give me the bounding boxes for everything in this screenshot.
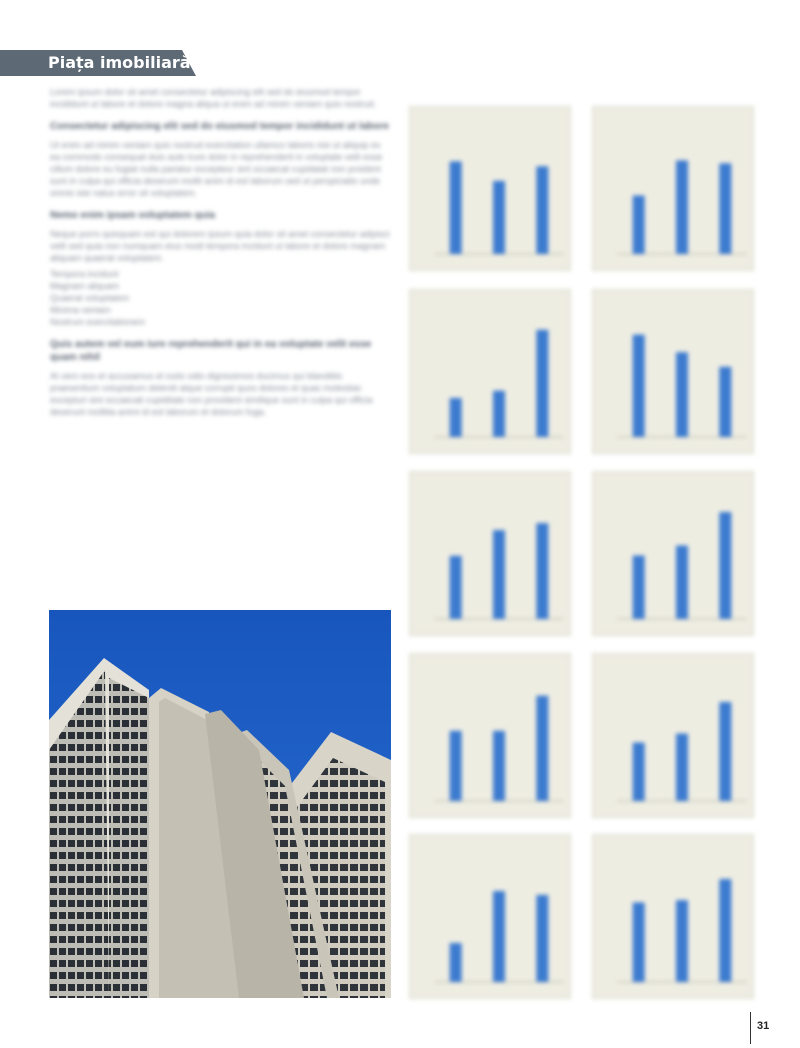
bar-chart-8 (592, 653, 754, 818)
chart-bar (719, 367, 731, 437)
article-heading-2: Nemo enim ipsam voluptatem quia (50, 210, 216, 221)
chart-bar (676, 545, 688, 619)
list-item (50, 304, 390, 316)
chart-bar (450, 731, 462, 801)
bar-chart-1 (409, 106, 571, 271)
bar-chart-7 (409, 653, 571, 818)
list-item-label: Magnam aliquam (50, 281, 120, 291)
list-item-label: Nostrum exercitationem (50, 317, 146, 327)
chart-bar (450, 398, 462, 437)
article-heading-1: Consectetur adipiscing elit sed do eiusmod tempor incididunt ut labore (50, 121, 389, 132)
chart-bar (676, 352, 688, 437)
chart-bar (719, 702, 731, 801)
section-title: Piața imobiliară (48, 53, 191, 72)
list-item-value (330, 292, 390, 304)
chart-bar (633, 902, 645, 982)
chart-bar (536, 523, 548, 619)
chart-bar (633, 196, 645, 255)
chart-bar (633, 555, 645, 619)
bar-chart-9 (409, 834, 571, 999)
list-item (50, 268, 390, 280)
building-photo (49, 610, 391, 998)
bar-chart-6 (592, 471, 754, 636)
article-body (50, 86, 390, 606)
bar-chart-4 (592, 289, 754, 454)
chart-bar (536, 696, 548, 801)
chart-bar (633, 335, 645, 437)
list-item (50, 316, 390, 328)
list-item-value (330, 316, 390, 328)
chart-bar (493, 731, 505, 801)
article-heading-3: Quis autem vel eum iure reprehenderit qui in ea voluptate velit esse quam nihil (50, 339, 372, 363)
building-photo-illustration (49, 610, 391, 998)
list-item-value (330, 280, 390, 292)
bar-chart-5 (409, 471, 571, 636)
list-item (50, 280, 390, 292)
list-item-label: Minima veniam (50, 305, 111, 315)
article-intro: Lorem ipsum dolor sit amet consectetur adipiscing elit sed do eiusmod tempor incididunt ut labore et dolore magna aliqua ut enim ad minim veniam quis nostrud. (50, 87, 377, 109)
chart-bar (450, 556, 462, 619)
chart-bar (450, 161, 462, 254)
page-number-rule (750, 1012, 751, 1044)
chart-bar (676, 900, 688, 982)
list-item-label: Tempora incidunt (50, 269, 119, 279)
chart-bar (633, 743, 645, 802)
article-paragraph-2: Neque porro quisquam est qui dolorem ipsum quia dolor sit amet consectetur adipisci velit sed quia non numquam eius modi tempora incidunt ut labore et dolore magnam aliquam quaerat voluptatem. (50, 229, 390, 263)
chart-bar (536, 166, 548, 254)
chart-bar (719, 512, 731, 619)
article-paragraph-3: At vero eos et accusamus et iusto odio dignissimos ducimus qui blanditiis praesentium voluptatum deleniti atque corrupti quos dolores et quas molestias excepturi sint occaecati cupiditate non provident similique sunt in culpa qui officia deserunt mollitia animi id est laborum et dolorum fuga. (50, 371, 373, 417)
chart-bar (676, 160, 688, 254)
list-item-value (330, 304, 390, 316)
chart-bar (676, 734, 688, 802)
article-list (50, 268, 390, 328)
list-item (50, 292, 390, 304)
page-number: 31 (757, 1020, 770, 1032)
article-paragraph-1: Ut enim ad minim veniam quis nostrud exercitation ullamco laboris nisi ut aliquip ex ea commodo consequat duis aute irure dolor in reprehenderit in voluptate velit esse cillum dolore eu fugiat nulla pariatur excepteur sint occaecat cupidatat non proident sunt in culpa qui officia deserunt mollit anim id est laborum sed ut perspiciatis unde omnis iste natus error sit voluptatem. (50, 140, 383, 198)
chart-bar (536, 895, 548, 982)
chart-bar (493, 391, 505, 437)
chart-bar (493, 891, 505, 982)
chart-bar (719, 879, 731, 982)
list-item-value (330, 268, 390, 280)
bar-chart-3 (409, 289, 571, 454)
chart-bar (493, 530, 505, 619)
chart-bar (450, 943, 462, 982)
list-item-label: Quaerat voluptatem (50, 293, 130, 303)
chart-bar (719, 163, 731, 254)
section-header (0, 50, 196, 76)
chart-bar (493, 181, 505, 254)
bar-chart-10 (592, 834, 754, 999)
chart-bar (536, 330, 548, 437)
bar-chart-2 (592, 106, 754, 271)
